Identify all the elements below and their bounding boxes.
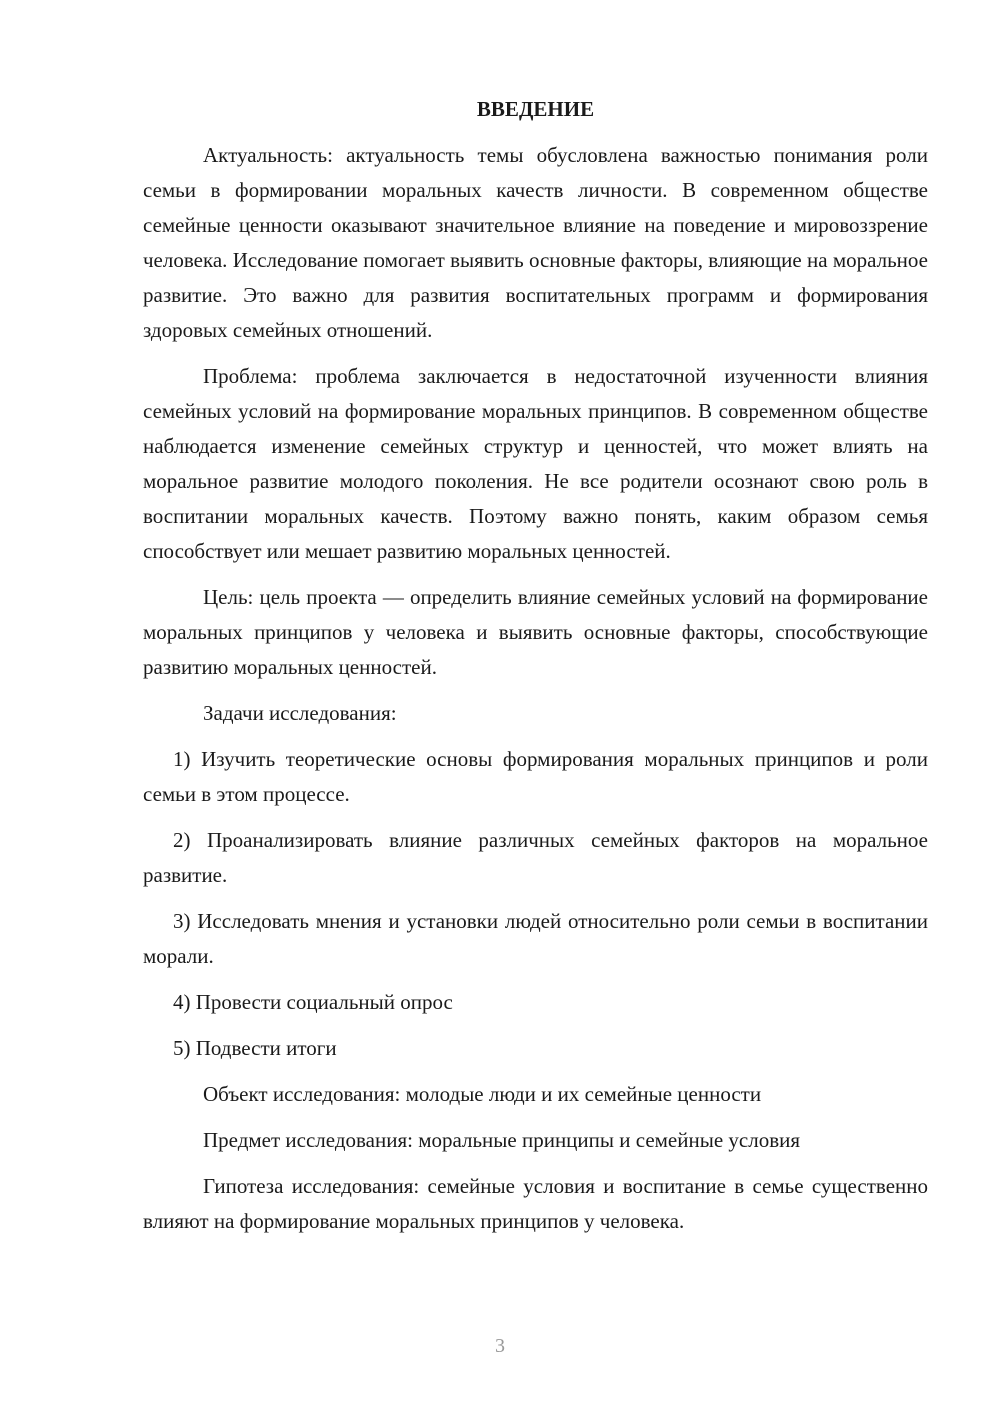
task-item-1: 1) Изучить теоретические основы формирования моральных принципов и роли семьи в этом процессе. [143, 747, 928, 806]
page-number: 3 [495, 1335, 505, 1357]
task-item-2: 2) Проанализировать влияние различных семейных факторов на моральное развитие. [143, 828, 928, 887]
paragraph-object: Объект исследования: молодые люди и их семейные ценности [203, 1082, 762, 1106]
task-item-4: 4) Провести социальный опрос [173, 990, 453, 1014]
paragraph-relevance: Актуальность: актуальность темы обусловлена важностью понимания роли семьи в формировании моральных качеств личности. В современном обществе семейные ценности оказывают значительное влияние на поведение и мировоззрение человека. Исследование помогает выявить основные факторы, влияющие на моральное развитие. Это важно для развития воспитательных программ и формирования здоровых семейных отношений. [143, 143, 928, 342]
section-title: ВВЕДЕНИЕ [476, 97, 595, 121]
paragraph-tasks-heading: Задачи исследования: [203, 701, 397, 725]
paragraph-hypothesis: Гипотеза исследования: семейные условия и воспитание в семье существенно влияют на формирование моральных принципов у человека. [143, 1174, 928, 1233]
paragraph-subject: Предмет исследования: моральные принципы и семейные условия [203, 1128, 801, 1152]
task-item-5: 5) Подвести итоги [173, 1036, 337, 1060]
paragraph-goal: Цель: цель проекта — определить влияние семейных условий на формирование моральных принципов у человека и выявить основные факторы, способствующие развитию моральных ценностей. [143, 585, 928, 679]
document-page [143, 92, 928, 1250]
paragraph-problem: Проблема: проблема заключается в недостаточной изученности влияния семейных условий на формирование моральных принципов. В современном обществе наблюдается изменение семейных структур и ценностей, что может влиять на моральное развитие молодого поколения. Не все родители осознают свою роль в воспитании моральных качеств. Поэтому важно понять, каким образом семья способствует или мешает развитию моральных ценностей. [143, 364, 928, 563]
task-item-3: 3) Исследовать мнения и установки людей относительно роли семьи в воспитании морали. [143, 909, 928, 968]
